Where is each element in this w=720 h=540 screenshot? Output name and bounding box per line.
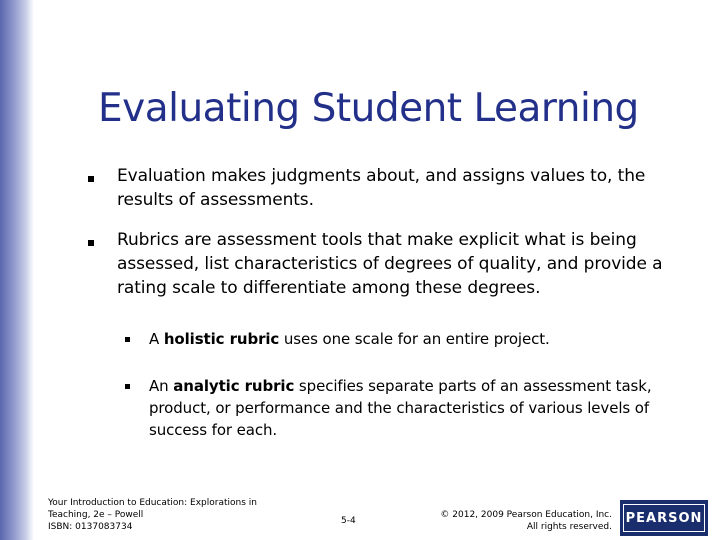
bullet-marker [88,176,94,182]
sub-bullet-prefix: A [149,330,164,348]
footer-copyright-line: © 2012, 2009 Pearson Education, Inc. [440,510,612,520]
sub-bullet-holistic [149,328,694,350]
sub-bullet-rest: specifies separate parts of an assessment task, product, or performance and the characteristics of various levels of success for each. [149,377,652,439]
footer-copyright [400,509,612,533]
bullet-marker [88,240,94,246]
term-holistic-rubric: holistic rubric [163,330,280,348]
footer-book-title: Your Introduction to Education: Explorations in [48,498,257,508]
footer-book-edition: Teaching, 2e – Powell [48,510,144,520]
term-analytic-rubric: analytic rubric [173,377,295,395]
sub-bullet-rest: uses one scale for an entire project. [279,330,550,348]
sub-bullet-prefix: An [149,377,174,395]
bullet-rubrics: Rubrics are assessment tools that make explicit what is being assessed, list characteristics of degrees of quality, and provide a rating scale to differentiate among these degrees. [117,230,663,298]
footer-page-number: 5-4 [341,516,356,526]
footer-isbn: ISBN: 0137083734 [48,522,133,532]
slide-title: Evaluating Student Learning [98,86,639,131]
pearson-logo [620,500,708,536]
side-gradient-bar [0,0,34,540]
footer-rights-line: All rights reserved. [526,522,612,532]
sub-bullet-marker [125,384,130,389]
footer-book-info [48,497,288,533]
bullet-evaluation: Evaluation makes judgments about, and assigns values to, the results of assessments. [117,166,646,210]
sub-bullet-marker [125,337,130,342]
pearson-logo-text: PEARSON [623,504,705,532]
sub-bullet-analytic [149,375,697,441]
